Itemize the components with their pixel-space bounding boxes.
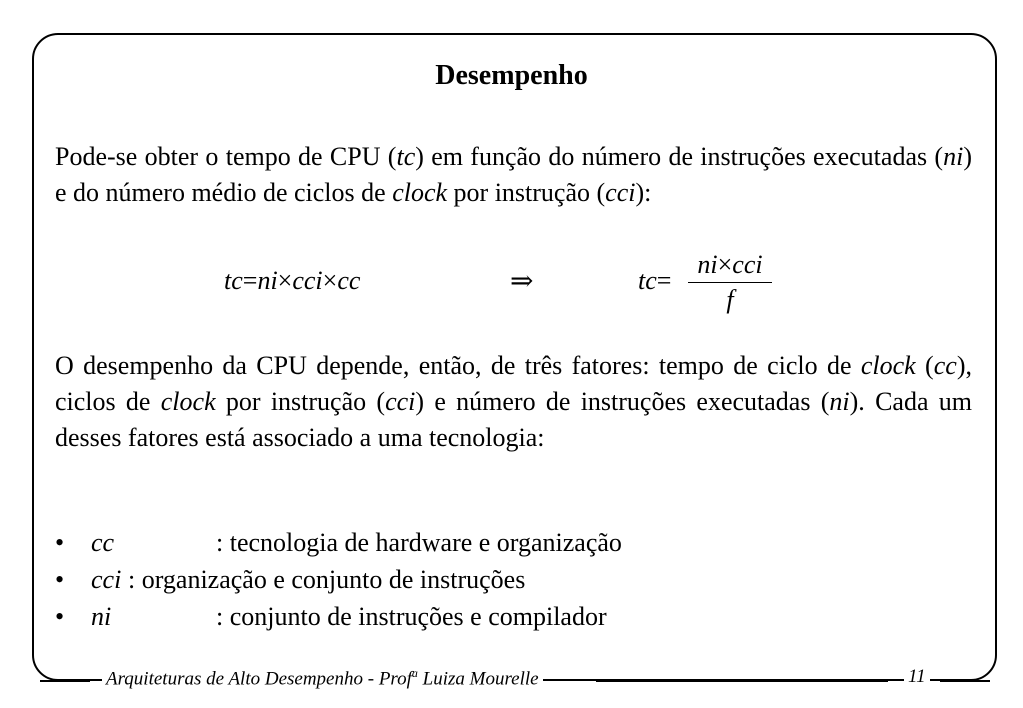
bullet-description: : organização e conjunto de instruções	[128, 565, 526, 594]
footer-rule-left	[40, 680, 90, 682]
bullet-marker: •	[55, 528, 65, 557]
footer-course: Arquiteturas de Alto Desempenho - Prof	[106, 668, 412, 690]
slide-title: Desempenho	[435, 60, 588, 91]
eq-var: cci	[292, 266, 323, 295]
var-ni: ni	[943, 142, 964, 171]
text-span: (	[915, 351, 934, 380]
eq-operator: =	[656, 266, 672, 295]
text-span: O desempenho da CPU depende, então, de três fatores: tempo de ciclo de	[55, 351, 861, 380]
text-span: ), ciclos de	[55, 351, 972, 416]
text-span: ) e número de instruções executadas (	[415, 387, 830, 416]
footer-rule-right	[940, 680, 990, 682]
page-number: 11	[904, 666, 930, 688]
fraction-bar	[688, 282, 772, 283]
eq-operator: ×	[277, 266, 293, 295]
footer-credit	[102, 666, 543, 690]
footer-author: Luiza Mourelle	[417, 668, 539, 690]
text-span: ) em função do número de instruções executadas (	[415, 142, 944, 171]
bullet-description: : conjunto de instruções e compilador	[216, 602, 607, 631]
eq-var: ni	[697, 250, 718, 279]
bullet-term: cci	[91, 565, 122, 594]
bullet-term: ni	[91, 602, 112, 631]
var-cci: cci	[605, 178, 636, 207]
equation-fraction-lhs	[638, 266, 671, 296]
eq-var: cc	[337, 266, 361, 295]
fraction-numerator	[688, 250, 772, 280]
bullet-marker: •	[55, 602, 65, 631]
text-span: Pode-se obter o tempo de CPU (	[55, 142, 397, 171]
eq-var: tc	[224, 266, 243, 295]
text-span: ):	[635, 178, 652, 207]
eq-var: ni	[257, 266, 278, 295]
equation-fraction	[688, 250, 772, 315]
eq-operator: =	[242, 266, 258, 295]
eq-var: cci	[732, 250, 763, 279]
paragraph-factors	[55, 348, 972, 456]
var-ni: ni	[829, 387, 850, 416]
term-clock: clock	[860, 351, 916, 380]
footer-sup: a	[411, 666, 418, 680]
text-span: ) e do número médio de ciclos de	[55, 142, 972, 207]
var-cc: cc	[933, 351, 957, 380]
var-cci: cci	[385, 387, 416, 416]
equation-product	[224, 266, 360, 296]
bullet-marker: •	[55, 565, 65, 594]
bullet-term: cc	[91, 528, 115, 557]
eq-var: tc	[638, 266, 657, 295]
fraction-denominator: f	[726, 285, 734, 314]
paragraph-cpu-time	[55, 139, 972, 211]
footer-rule-middle	[596, 680, 888, 682]
eq-operator: ×	[322, 266, 338, 295]
implies-arrow: ⇒	[510, 266, 534, 297]
bullet-description: : tecnologia de hardware e organização	[216, 528, 622, 557]
text-span: por instrução (	[447, 178, 606, 207]
text-span: ). Cada um desses fatores está associado a uma tecnologia:	[55, 387, 972, 452]
term-clock: clock	[392, 178, 448, 207]
var-tc: tc	[396, 142, 416, 171]
term-clock: clock	[160, 387, 216, 416]
eq-operator: ×	[717, 250, 733, 279]
text-span: por instrução (	[215, 387, 386, 416]
